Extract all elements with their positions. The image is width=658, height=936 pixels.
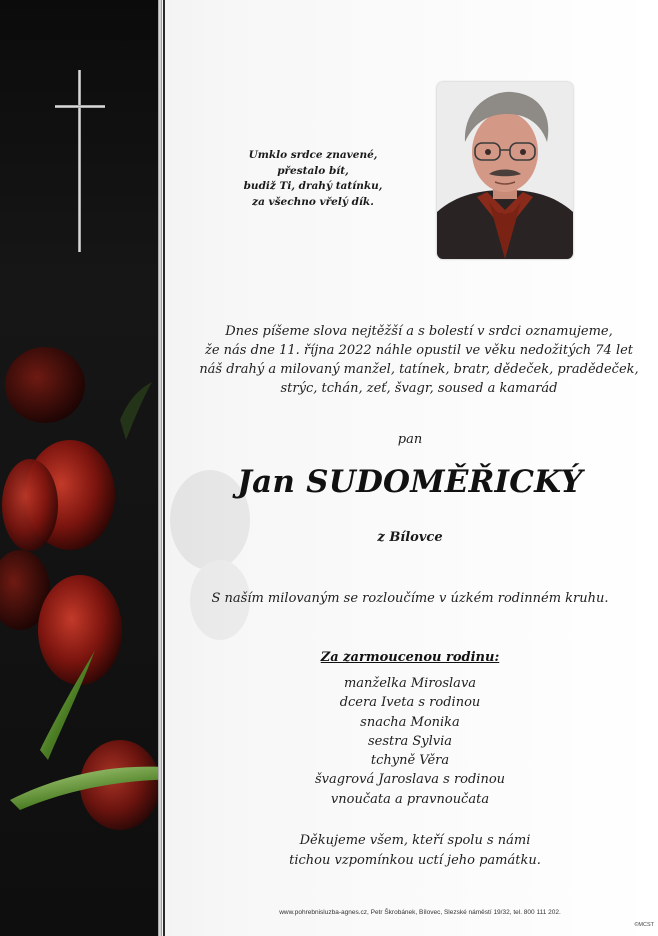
thanks-note [250, 831, 580, 871]
verse-line: přestalo bít, [277, 164, 349, 177]
announcement-line: náš drahý a milovaný manžel, tatínek, bratr, dědeček, pradědeček, [199, 362, 639, 377]
announcement-line: Dnes píšeme slova nejtěžší a s bolestí v srdci oznamujeme, [225, 324, 613, 339]
copyright-mark: ©MCST [634, 922, 654, 928]
panel-divider-shadow [163, 0, 165, 936]
deceased-origin: z Bílovce [377, 530, 443, 545]
family-member: snacha Monika [360, 714, 460, 730]
verse-line: budiž Ti, drahý tatínku, [243, 180, 383, 192]
verse-line: za všechno vřelý dík. [252, 195, 374, 208]
thanks-line: Děkujeme všem, kteří spolu s námi [299, 833, 531, 848]
family-member: vnoučata a pravnoučata [330, 791, 490, 807]
portrait-photo [437, 82, 573, 259]
family-member: manželka Miroslava [343, 676, 477, 691]
panel-divider [158, 0, 162, 936]
funeral-service-footer: www.pohrebnisluzba-agnes.cz, Petr Škrobánek, Bílovec, Slezské náměstí 19/32, tel. 800 111 202. [279, 909, 561, 916]
tulips-illustration [0, 330, 160, 890]
deceased-name: Jan SUDOMĚŘICKÝ [237, 464, 583, 500]
family-member: švagrová Jaroslava s rodinou [314, 772, 506, 788]
announcement-line: strýc, tchán, zeť, švagr, soused a kamarád [280, 381, 558, 396]
family-member: tchyně Věra [370, 753, 450, 769]
portrait-illustration [437, 82, 573, 259]
decorative-left-panel [0, 0, 160, 936]
family-heading: Za zarmoucenou rodinu: [320, 650, 500, 665]
family-member: dcera Iveta s rodinou [339, 695, 481, 711]
cross-bar [55, 105, 105, 108]
announcement-line: že nás dne 11. října 2022 náhle opustil ve věku nedožitých 74 let [204, 343, 634, 358]
cross-icon [78, 70, 81, 252]
family-member: sestra Sylvia [367, 733, 453, 749]
memorial-verse [238, 148, 388, 210]
verse-line: Umklo srdce znavené, [248, 149, 378, 161]
death-announcement [190, 322, 648, 398]
family-list [290, 674, 530, 809]
farewell-note: S naším milovaným se rozloučíme v úzkém rodinném kruhu. [211, 591, 609, 606]
thanks-line: tichou vzpomínkou uctí jeho památku. [289, 853, 541, 868]
name-prefix: pan [397, 432, 423, 447]
